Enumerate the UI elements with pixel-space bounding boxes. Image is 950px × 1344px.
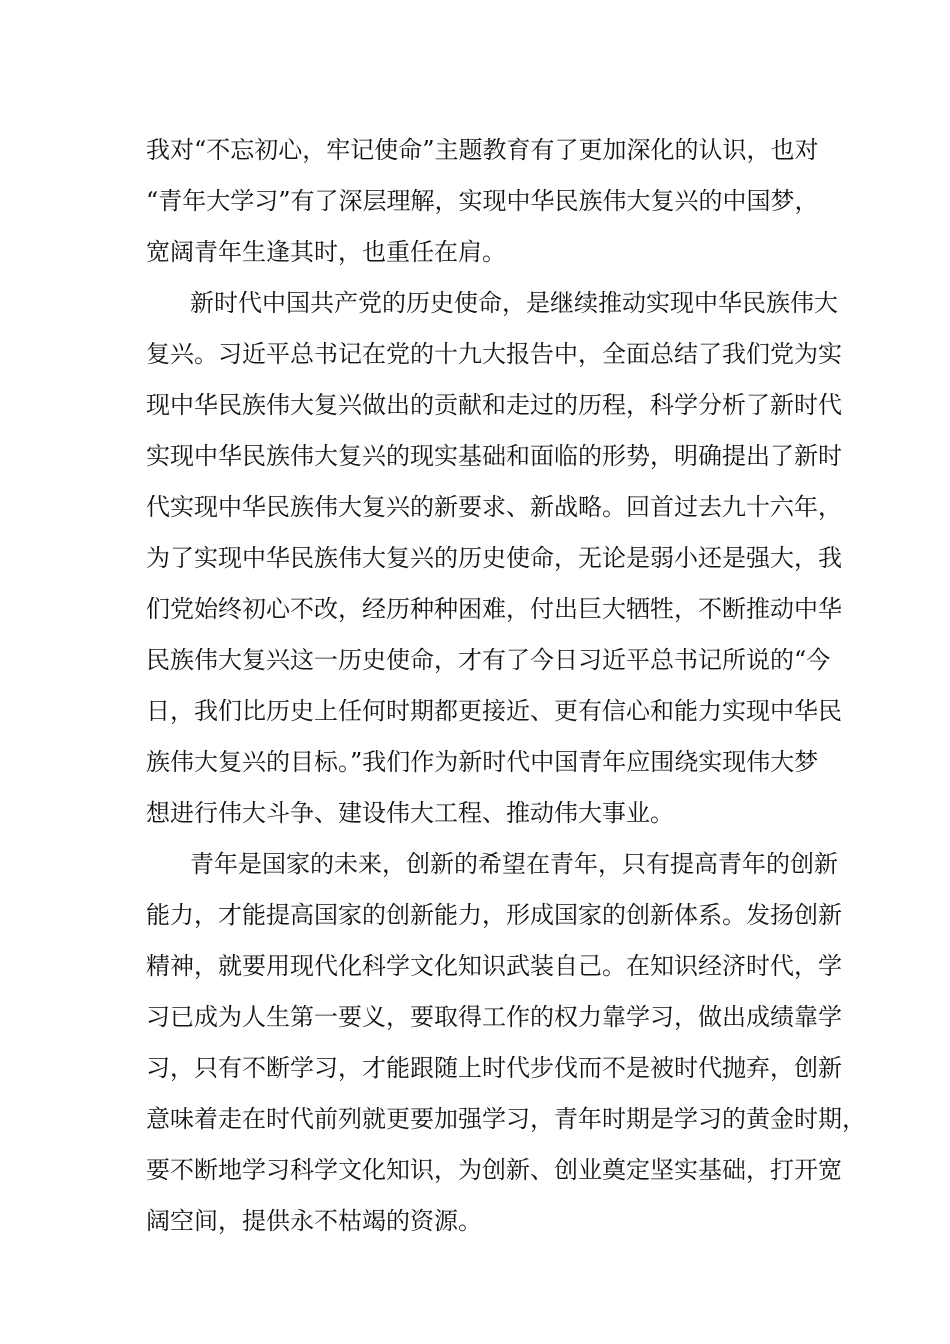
text-line: 想进行伟大斗争、建设伟大工程、推动伟大事业。	[146, 799, 674, 827]
paragraph-first-line: 青年是国家的未来，创新的希望在青年，只有提高青年的创新	[190, 850, 838, 878]
text-line: 习，只有不断学习，才能跟随上时代步伐而不是被时代抛弃，创新	[146, 1054, 842, 1082]
text-line: 实现中华民族伟大复兴的现实基础和面临的形势，明确提出了新时	[146, 442, 842, 470]
text-line: 宽阔青年生逢其时，也重任在肩。	[146, 238, 506, 266]
text-line: 习已成为人生第一要义，要取得工作的权力靠学习，做出成绩靠学	[146, 1003, 842, 1031]
text-line: 复兴。习近平总书记在党的十九大报告中，全面总结了我们党为实	[146, 340, 842, 368]
text-line: 要不断地学习科学文化知识，为创新、创业奠定坚实基础，打开宽	[146, 1156, 842, 1184]
text-line: 日，我们比历史上任何时期都更接近、更有信心和能力实现中华民	[146, 697, 842, 725]
text-line: 民族伟大复兴这一历史使命，才有了今日习近平总书记所说的“今	[146, 646, 831, 674]
paragraph-first-line: 新时代中国共产党的历史使命，是继续推动实现中华民族伟大	[190, 289, 838, 317]
text-line: 阔空间，提供永不枯竭的资源。	[146, 1207, 482, 1235]
text-line: 能力，才能提高国家的创新能力，形成国家的创新体系。发扬创新	[146, 901, 842, 929]
text-line: 们党始终初心不改，经历种种困难，付出巨大牺牲，不断推动中华	[146, 595, 842, 623]
text-line: 为了实现中华民族伟大复兴的历史使命，无论是弱小还是强大，我	[146, 544, 842, 572]
text-line: 我对“不忘初心，牢记使命”主题教育有了更加深化的认识，也对	[146, 136, 819, 164]
text-line: 精神，就要用现代化科学文化知识武装自己。在知识经济时代，学	[146, 952, 842, 980]
text-line: 意味着走在时代前列就更要加强学习，青年时期是学习的黄金时期，	[146, 1105, 866, 1133]
text-line: 族伟大复兴的目标。”我们作为新时代中国青年应围绕实现伟大梦	[146, 748, 819, 776]
text-line: “青年大学习”有了深层理解，实现中华民族伟大复兴的中国梦，	[146, 187, 819, 215]
text-line: 现中华民族伟大复兴做出的贡献和走过的历程，科学分析了新时代	[146, 391, 842, 419]
text-line: 代实现中华民族伟大复兴的新要求、新战略。回首过去九十六年，	[146, 493, 842, 521]
